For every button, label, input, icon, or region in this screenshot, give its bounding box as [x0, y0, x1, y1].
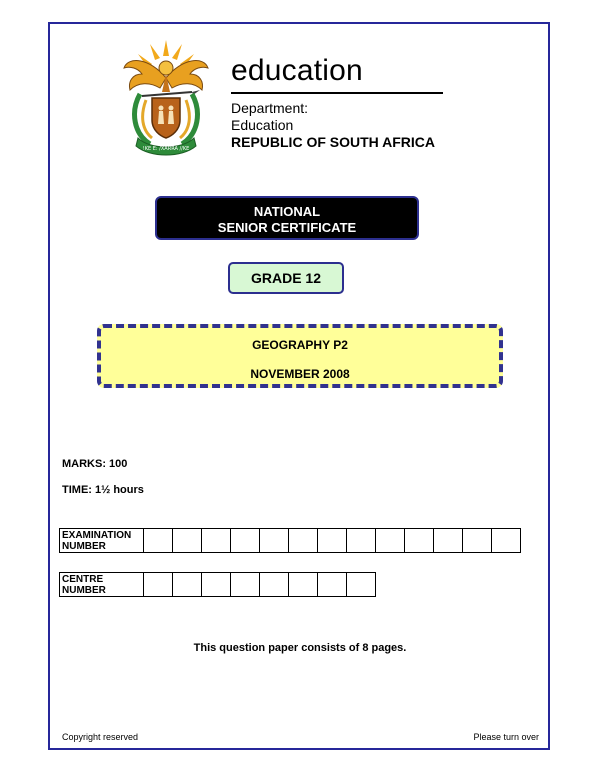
centre-number-grid: [59, 572, 376, 597]
digit-box[interactable]: [347, 529, 376, 553]
digit-box[interactable]: [492, 529, 521, 553]
digit-box[interactable]: [231, 573, 260, 597]
turn-over-footer: Please turn over: [473, 732, 539, 742]
digit-box[interactable]: [347, 573, 376, 597]
certificate-line-2: SENIOR CERTIFICATE: [217, 220, 357, 235]
digit-box[interactable]: [405, 529, 434, 553]
education-title: education: [231, 54, 363, 87]
examination-number-grid: [59, 528, 521, 553]
digit-box[interactable]: [144, 573, 173, 597]
digit-box[interactable]: [202, 529, 231, 553]
coat-of-arms-motto: !KE E: /XARRA //KE: [142, 146, 190, 152]
subject-box: [97, 324, 503, 388]
exam-session: NOVEMBER 2008: [250, 367, 350, 381]
digit-box[interactable]: [173, 573, 202, 597]
country-name: REPUBLIC OF SOUTH AFRICA: [231, 134, 436, 150]
digit-box[interactable]: [231, 529, 260, 553]
copyright-footer: Copyright reserved: [62, 732, 139, 742]
digit-box[interactable]: [202, 573, 231, 597]
certificate-line-1: NATIONAL: [253, 204, 321, 219]
department-name: Education: [231, 117, 294, 133]
digit-box[interactable]: [289, 529, 318, 553]
coat-of-arms-icon: [120, 38, 212, 156]
centre-number-label-line-2: NUMBER: [62, 584, 106, 596]
digit-box[interactable]: [376, 529, 405, 553]
centre-number-label: [60, 573, 144, 597]
title-underline: [231, 92, 443, 94]
department-line: Department:: [231, 100, 309, 116]
digit-box[interactable]: [289, 573, 318, 597]
grade-box: GRADE 12: [228, 262, 344, 294]
digit-box[interactable]: [434, 529, 463, 553]
centre-number-label-line-1: CENTRE: [62, 573, 104, 585]
examination-number-label: [60, 529, 144, 553]
digit-box[interactable]: [260, 573, 289, 597]
digit-box[interactable]: [173, 529, 202, 553]
digit-box[interactable]: [318, 573, 347, 597]
digit-box[interactable]: [463, 529, 492, 553]
marks-text: MARKS: 100: [62, 458, 128, 470]
time-text: TIME: 1½ hours: [62, 484, 144, 496]
digit-box[interactable]: [260, 529, 289, 553]
examination-number-label-line-2: NUMBER: [62, 540, 106, 552]
digit-box[interactable]: [144, 529, 173, 553]
certificate-banner: [155, 196, 419, 240]
examination-number-label-line-1: EXAMINATION: [62, 529, 132, 541]
digit-box[interactable]: [318, 529, 347, 553]
subject-name: GEOGRAPHY P2: [252, 338, 348, 352]
page-count-note: This question paper consists of 8 pages.: [193, 642, 407, 654]
